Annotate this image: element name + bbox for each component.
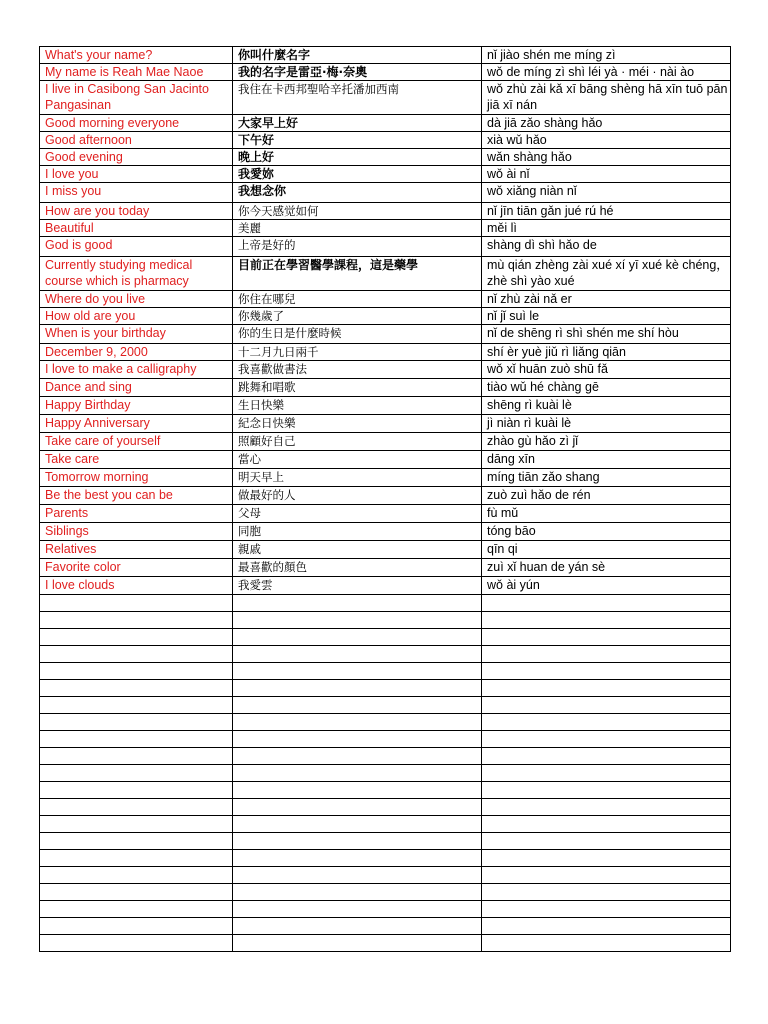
empty-cell [482, 782, 731, 799]
english-cell: Parents [40, 505, 233, 523]
empty-cell [233, 765, 482, 782]
empty-cell [40, 816, 233, 833]
empty-cell [233, 646, 482, 663]
table-row [40, 115, 731, 132]
empty-cell [482, 935, 731, 952]
english-cell: I live in Casibong San Jacinto Pangasinan [40, 81, 233, 115]
pinyin-cell: shēng rì kuài lè [482, 397, 731, 415]
empty-row [40, 646, 731, 663]
english-cell: I love you [40, 166, 233, 183]
empty-cell [233, 595, 482, 612]
empty-row [40, 612, 731, 629]
pinyin-cell: wǒ ài yún [482, 577, 731, 595]
empty-cell [40, 850, 233, 867]
chinese-cell: 下午好 [233, 132, 482, 149]
empty-cell [40, 867, 233, 884]
table-row [40, 308, 731, 325]
pinyin-cell: wǎn shàng hǎo [482, 149, 731, 166]
table-row [40, 361, 731, 379]
english-cell: I love to make a calligraphy [40, 361, 233, 379]
empty-cell [233, 918, 482, 935]
empty-cell [233, 884, 482, 901]
chinese-cell: 我喜歡做書法 [233, 361, 482, 379]
english-cell: Dance and sing [40, 379, 233, 397]
empty-cell [482, 884, 731, 901]
chinese-cell: 最喜歡的顏色 [233, 559, 482, 577]
empty-cell [40, 901, 233, 918]
pinyin-cell: nǐ jiào shén me míng zì [482, 47, 731, 64]
empty-cell [482, 833, 731, 850]
table-row [40, 559, 731, 577]
chinese-cell: 我的名字是雷亞·梅·奈奧 [233, 64, 482, 81]
table-row [40, 469, 731, 487]
table-row [40, 149, 731, 166]
empty-row [40, 748, 731, 765]
table-row [40, 183, 731, 203]
empty-cell [233, 799, 482, 816]
chinese-cell: 紀念日快樂 [233, 415, 482, 433]
empty-row [40, 782, 731, 799]
empty-cell [482, 765, 731, 782]
empty-cell [40, 629, 233, 646]
empty-cell [233, 612, 482, 629]
table-row [40, 220, 731, 237]
empty-cell [40, 748, 233, 765]
empty-cell [482, 816, 731, 833]
empty-cell [40, 646, 233, 663]
chinese-cell: 目前正在學習醫學課程，這是藥學 [233, 257, 482, 291]
empty-cell [482, 629, 731, 646]
empty-row [40, 663, 731, 680]
empty-cell [233, 714, 482, 731]
english-cell: Good evening [40, 149, 233, 166]
chinese-cell: 你叫什麼名字 [233, 47, 482, 64]
empty-row [40, 935, 731, 952]
english-cell: What's your name? [40, 47, 233, 64]
chinese-cell: 當心 [233, 451, 482, 469]
empty-row [40, 850, 731, 867]
pinyin-cell: wǒ ài nǐ [482, 166, 731, 183]
pinyin-cell: dà jiā zǎo shàng hǎo [482, 115, 731, 132]
table-row [40, 577, 731, 595]
chinese-cell: 大家早上好 [233, 115, 482, 132]
pinyin-cell: shí èr yuè jiǔ rì liǎng qiān [482, 344, 731, 361]
table-row [40, 325, 731, 344]
chinese-cell: 美麗 [233, 220, 482, 237]
empty-cell [40, 731, 233, 748]
empty-cell [482, 663, 731, 680]
english-cell: When is your birthday [40, 325, 233, 344]
empty-cell [233, 629, 482, 646]
empty-cell [233, 748, 482, 765]
empty-cell [482, 595, 731, 612]
empty-cell [233, 816, 482, 833]
empty-cell [482, 867, 731, 884]
empty-row [40, 816, 731, 833]
table-row [40, 487, 731, 505]
empty-row [40, 680, 731, 697]
chinese-cell: 親戚 [233, 541, 482, 559]
empty-cell [40, 884, 233, 901]
empty-cell [233, 901, 482, 918]
empty-row [40, 595, 731, 612]
chinese-cell: 你住在哪兒 [233, 291, 482, 308]
table-row [40, 541, 731, 559]
empty-cell [40, 782, 233, 799]
chinese-cell: 我愛妳 [233, 166, 482, 183]
chinese-cell: 做最好的人 [233, 487, 482, 505]
empty-cell [233, 833, 482, 850]
table-row [40, 257, 731, 291]
empty-cell [482, 697, 731, 714]
phrase-table [39, 46, 731, 952]
english-cell: Take care of yourself [40, 433, 233, 451]
empty-row [40, 833, 731, 850]
empty-cell [40, 833, 233, 850]
empty-cell [482, 901, 731, 918]
chinese-cell: 十二月九日兩千 [233, 344, 482, 361]
table-row [40, 237, 731, 257]
empty-row [40, 765, 731, 782]
table-row [40, 47, 731, 64]
chinese-cell: 我想念你 [233, 183, 482, 203]
empty-cell [233, 935, 482, 952]
table-row [40, 64, 731, 81]
english-cell: I love clouds [40, 577, 233, 595]
chinese-cell: 生日快樂 [233, 397, 482, 415]
chinese-cell: 我愛雲 [233, 577, 482, 595]
empty-cell [482, 612, 731, 629]
pinyin-cell: wǒ de míng zì shì léi yà · méi · nài ào [482, 64, 731, 81]
empty-cell [233, 850, 482, 867]
chinese-cell: 跳舞和唱歌 [233, 379, 482, 397]
empty-row [40, 918, 731, 935]
pinyin-cell: wǒ zhù zài kǎ xī bāng shèng hā xīn tuō pān jiā xī nán [482, 81, 731, 115]
empty-row [40, 901, 731, 918]
empty-cell [233, 782, 482, 799]
english-cell: God is good [40, 237, 233, 257]
empty-cell [482, 680, 731, 697]
pinyin-cell: nǐ jǐ suì le [482, 308, 731, 325]
empty-cell [40, 697, 233, 714]
english-cell: Where do you live [40, 291, 233, 308]
pinyin-cell: nǐ de shēng rì shì shén me shí hòu [482, 325, 731, 344]
pinyin-cell: měi lì [482, 220, 731, 237]
pinyin-cell: shàng dì shì hǎo de [482, 237, 731, 257]
empty-cell [233, 867, 482, 884]
empty-cell [40, 935, 233, 952]
english-cell: My name is Reah Mae Naoe [40, 64, 233, 81]
pinyin-cell: jì niàn rì kuài lè [482, 415, 731, 433]
english-cell: Currently studying medical course which is pharmacy [40, 257, 233, 291]
english-cell: How old are you [40, 308, 233, 325]
english-cell: Good morning everyone [40, 115, 233, 132]
phrase-table-body [40, 47, 731, 952]
english-cell: Siblings [40, 523, 233, 541]
pinyin-cell: mù qián zhèng zài xué xí yī xué kè chéng， zhè shì yào xué [482, 257, 731, 291]
english-cell: Be the best you can be [40, 487, 233, 505]
pinyin-cell: zuò zuì hǎo de rén [482, 487, 731, 505]
chinese-cell: 你的生日是什麼時候 [233, 325, 482, 344]
english-cell: Happy Anniversary [40, 415, 233, 433]
table-row [40, 81, 731, 115]
table-row [40, 132, 731, 149]
pinyin-cell: míng tiān zǎo shang [482, 469, 731, 487]
pinyin-cell: tiào wǔ hé chàng gē [482, 379, 731, 397]
table-row [40, 505, 731, 523]
english-cell: I miss you [40, 183, 233, 203]
table-row [40, 166, 731, 183]
pinyin-cell: wǒ xǐ huān zuò shū fǎ [482, 361, 731, 379]
pinyin-cell: xià wǔ hǎo [482, 132, 731, 149]
pinyin-cell: zhào gù hǎo zì jǐ [482, 433, 731, 451]
table-row [40, 379, 731, 397]
pinyin-cell: wǒ xiǎng niàn nǐ [482, 183, 731, 203]
table-row [40, 203, 731, 220]
empty-row [40, 629, 731, 646]
empty-cell [40, 612, 233, 629]
english-cell: Take care [40, 451, 233, 469]
empty-cell [482, 918, 731, 935]
chinese-cell: 明天早上 [233, 469, 482, 487]
empty-row [40, 714, 731, 731]
empty-row [40, 867, 731, 884]
english-cell: Happy Birthday [40, 397, 233, 415]
empty-cell [40, 918, 233, 935]
empty-cell [482, 714, 731, 731]
table-row [40, 523, 731, 541]
empty-cell [233, 680, 482, 697]
pinyin-cell: zuì xǐ huan de yán sè [482, 559, 731, 577]
english-cell: December 9, 2000 [40, 344, 233, 361]
empty-row [40, 731, 731, 748]
chinese-cell: 父母 [233, 505, 482, 523]
english-cell: Relatives [40, 541, 233, 559]
empty-cell [482, 731, 731, 748]
english-cell: Tomorrow morning [40, 469, 233, 487]
empty-cell [40, 663, 233, 680]
table-row [40, 415, 731, 433]
empty-cell [482, 799, 731, 816]
english-cell: How are you today [40, 203, 233, 220]
empty-cell [40, 765, 233, 782]
empty-row [40, 697, 731, 714]
table-row [40, 344, 731, 361]
pinyin-cell: fù mǔ [482, 505, 731, 523]
english-cell: Beautiful [40, 220, 233, 237]
empty-cell [40, 714, 233, 731]
empty-cell [482, 850, 731, 867]
pinyin-cell: nǐ zhù zài nǎ er [482, 291, 731, 308]
table-row [40, 433, 731, 451]
table-row [40, 291, 731, 308]
chinese-cell: 同胞 [233, 523, 482, 541]
pinyin-cell: nǐ jīn tiān gǎn jué rú hé [482, 203, 731, 220]
chinese-cell: 你今天感觉如何 [233, 203, 482, 220]
chinese-cell: 照顧好自己 [233, 433, 482, 451]
chinese-cell: 上帝是好的 [233, 237, 482, 257]
empty-cell [482, 646, 731, 663]
pinyin-cell: tóng bāo [482, 523, 731, 541]
chinese-cell: 晚上好 [233, 149, 482, 166]
empty-cell [233, 697, 482, 714]
empty-cell [40, 595, 233, 612]
table-row [40, 451, 731, 469]
empty-cell [40, 680, 233, 697]
pinyin-cell: dāng xīn [482, 451, 731, 469]
pinyin-cell: qīn qi [482, 541, 731, 559]
chinese-cell: 你幾歲了 [233, 308, 482, 325]
empty-cell [233, 663, 482, 680]
empty-row [40, 884, 731, 901]
chinese-cell: 我住在卡西邦聖哈辛托潘加西南 [233, 81, 482, 115]
empty-cell [233, 731, 482, 748]
table-row [40, 397, 731, 415]
empty-cell [482, 748, 731, 765]
english-cell: Good afternoon [40, 132, 233, 149]
empty-row [40, 799, 731, 816]
empty-cell [40, 799, 233, 816]
english-cell: Favorite color [40, 559, 233, 577]
